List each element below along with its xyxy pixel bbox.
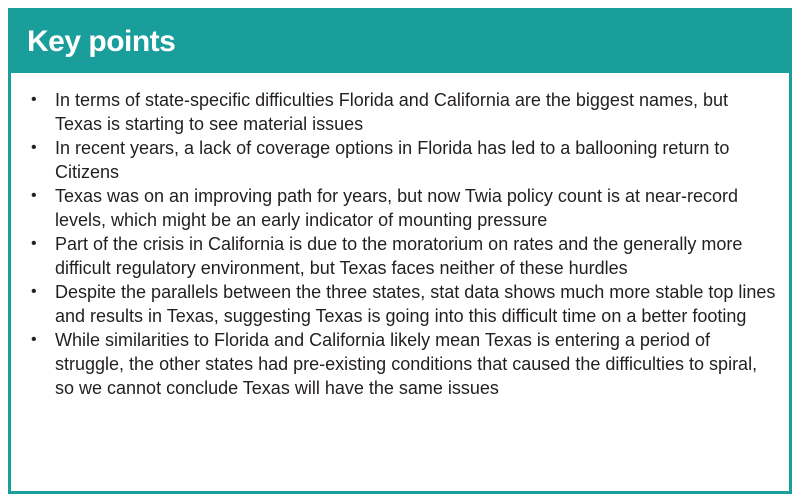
key-points-panel: [8, 8, 792, 494]
bullet-icon: •: [31, 139, 37, 156]
key-points-list: [11, 73, 789, 400]
point-text: Part of the crisis in California is due to the moratorium on rates and the generally more difficult regulatory environment, but Texas faces neither of these hurdles: [55, 234, 743, 278]
list-item: [31, 232, 779, 280]
list-item: [31, 184, 779, 232]
bullet-icon: •: [31, 331, 37, 348]
point-text: Texas was on an improving path for years, but now Twia policy count is at near-record levels, which might be an early indicator of mounting pressure: [55, 186, 739, 230]
list-item: [31, 280, 779, 328]
bullet-icon: •: [31, 283, 37, 300]
point-text: In recent years, a lack of coverage options in Florida has led to a ballooning return to Citizens: [55, 138, 730, 182]
bullet-icon: •: [31, 91, 37, 108]
point-text: While similarities to Florida and California likely mean Texas is entering a period of struggle, the other states had pre-existing conditions that caused the difficulties to spiral, so we cannot conclude Texas will have the same issues: [55, 330, 758, 398]
list-item: [31, 88, 779, 136]
list-item: [31, 136, 779, 184]
point-text: Despite the parallels between the three states, stat data shows much more stable top lines and results in Texas, suggesting Texas is going into this difficult time on a better footing: [55, 282, 776, 326]
point-text: In terms of state-specific difficulties Florida and California are the biggest names, but Texas is starting to see material issues: [55, 90, 728, 134]
panel-header: [11, 11, 789, 73]
panel-title: Key points: [27, 25, 176, 58]
bullet-icon: •: [31, 187, 37, 204]
list-item: [31, 328, 779, 400]
bullet-icon: •: [31, 235, 37, 252]
